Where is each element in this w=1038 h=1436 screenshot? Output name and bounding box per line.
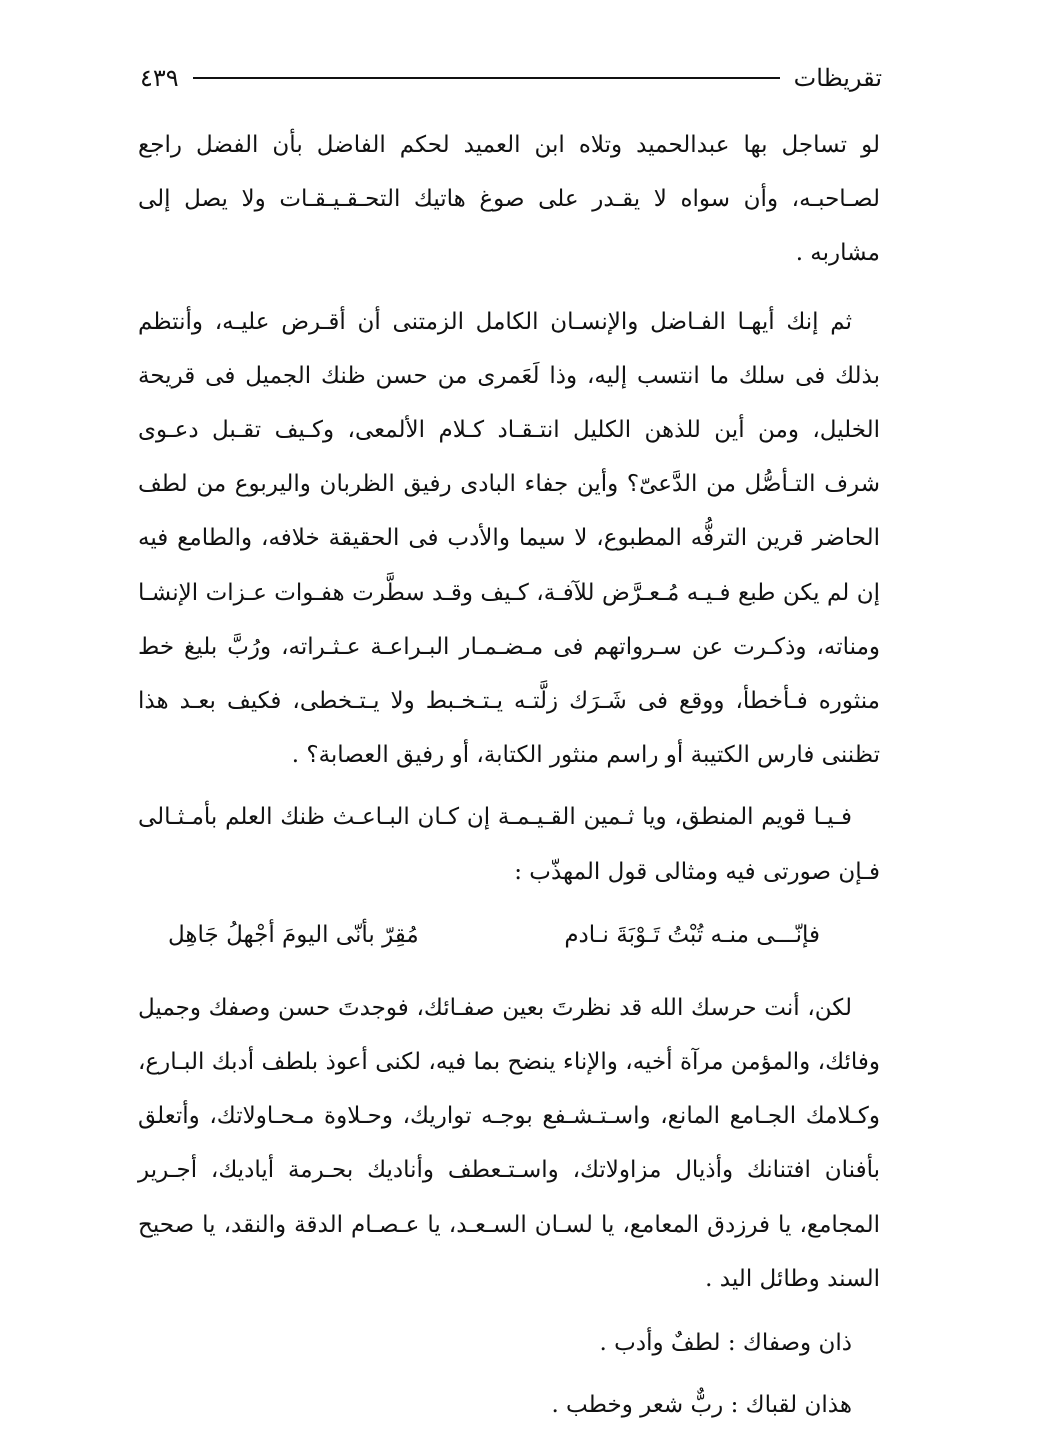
closing-line-2: هذان لقباك : ربٌّ شعر وخطب . <box>551 1392 852 1419</box>
header-rule <box>193 77 780 79</box>
running-header <box>140 58 882 98</box>
paragraph-2: ثم إنك أيهـا الفـاضل والإنسـان الكامل الزمتنى أن أقـرض عليـه، وأنتظم بذلك فى سلك ما انتسب إليه، وذا لَعَمرى من حسن ظنك الجميل فى قريحة الخليل، ومن أين للذهن الكليل انتـقـاد كـلام الألمعى، وكـيف تقـبل دعـوى شرف التـأصُّل من الدَّعىّ؟ وأين جفاء البادى رفيق الظربان واليربوع من لطف الحاضر قرين الترفُّه المطبوع، لا سيما والأدب فى الحقيقة خلافه، والطامع فيه إن لم يكن طبع فـيـه مُـعـرَّض للآفـة، كـيف وقـد سطَّرت هفـوات عـزات الإنشـا ومناته، وذكـرت عن سـرواتهم فى مـضـمـار البـراعـة عـثـراته، ورُبَّ بليغ خط منثوره فـأخطأ، ووقع فى شَـرَك زلَّتـه يـتـخـبط ولا يـتـخطى، فكيف بعـد هذا تظننى فارس الكتيبة أو راسم منثور الكتابة، أو رفيق العصابة؟ . <box>138 308 880 769</box>
paragraph-3: فـيـا قويم المنطق، ويا ثـمين القـيـمـة إن كـان البـاعـث ظنك العلم بأمـثـالى فـإن صورتى فيه ومثالى قول المهذّب : <box>138 804 880 885</box>
page-body <box>138 118 880 1436</box>
closing-line-1: ذان وصفاك : لطفٌ وأدب . <box>599 1330 852 1357</box>
poetry-verse <box>138 899 880 969</box>
verse-first-hemistich: فإنّـــى منـه تُبْتُ تَـوْبَةَ نـادم <box>564 921 820 948</box>
closing-lines <box>138 1312 880 1436</box>
verse-second-hemistich: مُقِرّ بأنّى اليومَ أجْهلُ جَاهِل <box>168 921 419 948</box>
paragraph-1: لو تساجل بها عبدالحميد وتلاه ابن العميد لحكم الفاضل بأن الفضل راجع لصـاحبـه، وأن سواه لا يقـدر على صوغ هاتيك التحـقـيـقـات ولا يصل إلى مشاربه . <box>138 132 880 267</box>
header-title: تقريظات <box>793 64 882 92</box>
paragraph-4: لكن، أنت حرسك الله قد نظرتَ بعين صفـائك، فوجدتَ حسن وصفك وجميل وفائك، والمؤمن مرآة أخيه، والإناء ينضح بما فيه، لكنى أعوذ بلطف أدبك البـارع، وكـلامك الجـامع المانع، واسـتـشـفع بوجـه تواريك، وحـلاوة مـحـاولاتك، وأتعلق بأفنان افتنانك وأذيال مزاولاتك، واسـتـعطف وأناديك بحـرمة أياديك، أجـرير المجامع، يا فرزدق المعامع، يا لسـان السـعـد، يا عـصـام الدقة والنقد، يا صحيح السند وطائل اليد . <box>138 994 880 1292</box>
page-number: ٤٣٩ <box>140 64 179 92</box>
